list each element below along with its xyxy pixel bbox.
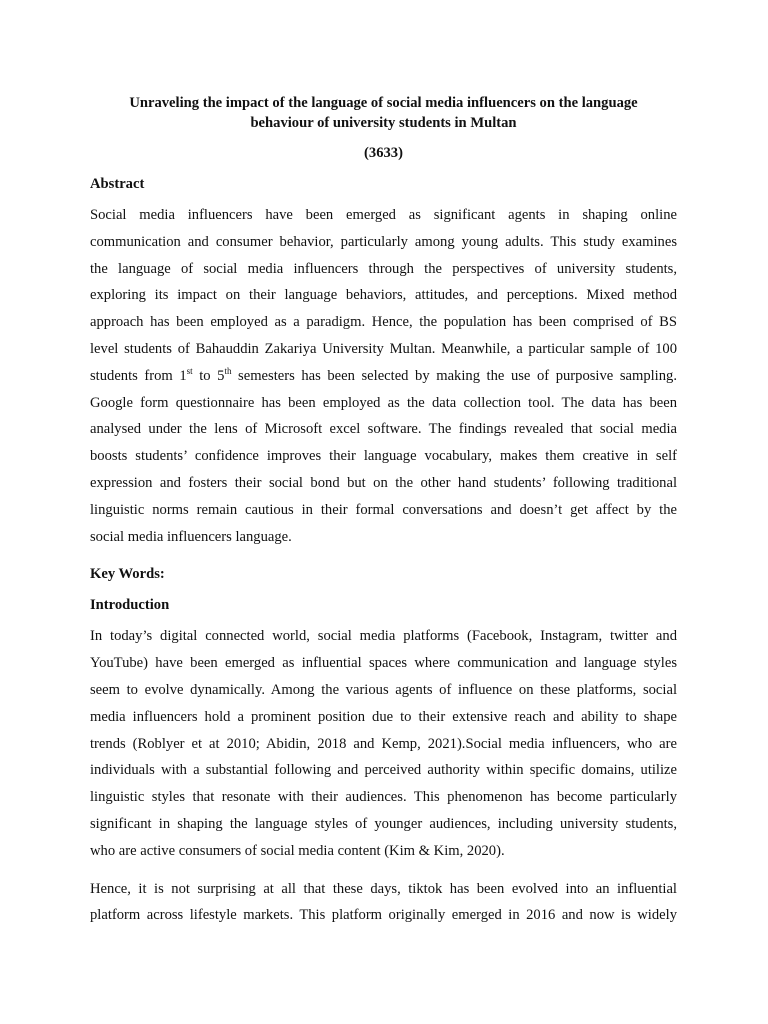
ordinal-suffix: st [186,365,193,376]
abstract-line: exploring its impact on their language behaviors, attitudes, and perceptions. Mixed method [90,287,677,304]
abstract-text-segment: students from 1 [90,367,187,384]
paper-title-line-1: Unraveling the impact of the language of social media influencers on the language [129,95,638,111]
abstract-text-segment: semesters has been selected by making the use of purposive sampling. [231,367,677,384]
abstract-line: linguistic norms remain cautious in their formal conversations and doesn’t get affect by the [90,501,677,518]
abstract-line-semesters [90,363,677,390]
introduction-line: significant in shaping the language styles of younger audiences, including university students, [90,815,677,832]
introduction-line: seem to evolve dynamically. Among the various agents of influence on these platforms, social [90,681,677,698]
abstract-line: boosts students’ confidence improves their language vocabulary, makes them creative in self [90,448,677,465]
introduction-line: trends (Roblyer et at 2010; Abidin, 2018 and Kemp, 2021).Social media influencers, who are [90,735,677,752]
abstract-text-segment: to 5 [192,367,225,384]
introduction-line: individuals with a substantial following and perceived authority within specific domains, utilize [90,762,677,779]
keywords-heading: Key Words: [90,566,165,583]
introduction-line: who are active consumers of social media content (Kim & Kim, 2020). [90,842,505,859]
paper-title-line-2: behaviour of university students in Multan [250,115,517,131]
abstract-line: social media influencers language. [90,528,292,545]
abstract-line: level students of Bahauddin Zakariya University Multan. Meanwhile, a particular sample of 100 [90,340,677,357]
introduction-line: In today’s digital connected world, social media platforms (Facebook, Instagram, twitter and [90,628,677,645]
paper-title [90,93,677,133]
abstract-line: Google form questionnaire has been employed as the data collection tool. The data has been [90,394,677,411]
abstract-line: communication and consumer behavior, particularly among young adults. This study examines [90,233,677,250]
abstract-body [90,202,677,550]
abstract-heading: Abstract [90,176,145,192]
introduction-line: linguistic styles that resonate with their audiences. This phenomenon has become particularly [90,789,677,806]
introduction-paragraph-2 [90,876,677,930]
ordinal-suffix: th [224,365,232,376]
abstract-line: Social media influencers have been emerged as significant agents in shaping online [90,207,677,223]
paper-page [90,93,677,929]
abstract-line: the language of social media influencers through the perspectives of university students, [90,260,677,277]
introduction-line: platform across lifestyle markets. This platform originally emerged in 2016 and now is widely [90,907,677,924]
abstract-line: expression and fosters their social bond but on the other hand students’ following traditional [90,474,677,491]
abstract-line: approach has been employed as a paradigm. Hence, the population has been comprised of BS [90,314,677,331]
introduction-paragraph-1 [90,623,677,864]
paper-id: (3633) [364,145,403,161]
abstract-line: analysed under the lens of Microsoft excel software. The findings revealed that social media [90,421,677,438]
introduction-heading: Introduction [90,597,170,614]
introduction-line: YouTube) have been emerged as influential spaces where communication and language styles [90,655,677,672]
introduction-line: media influencers hold a prominent position due to their extensive reach and ability to shape [90,708,677,725]
introduction-line: Hence, it is not surprising at all that these days, tiktok has been evolved into an influential [90,880,677,897]
